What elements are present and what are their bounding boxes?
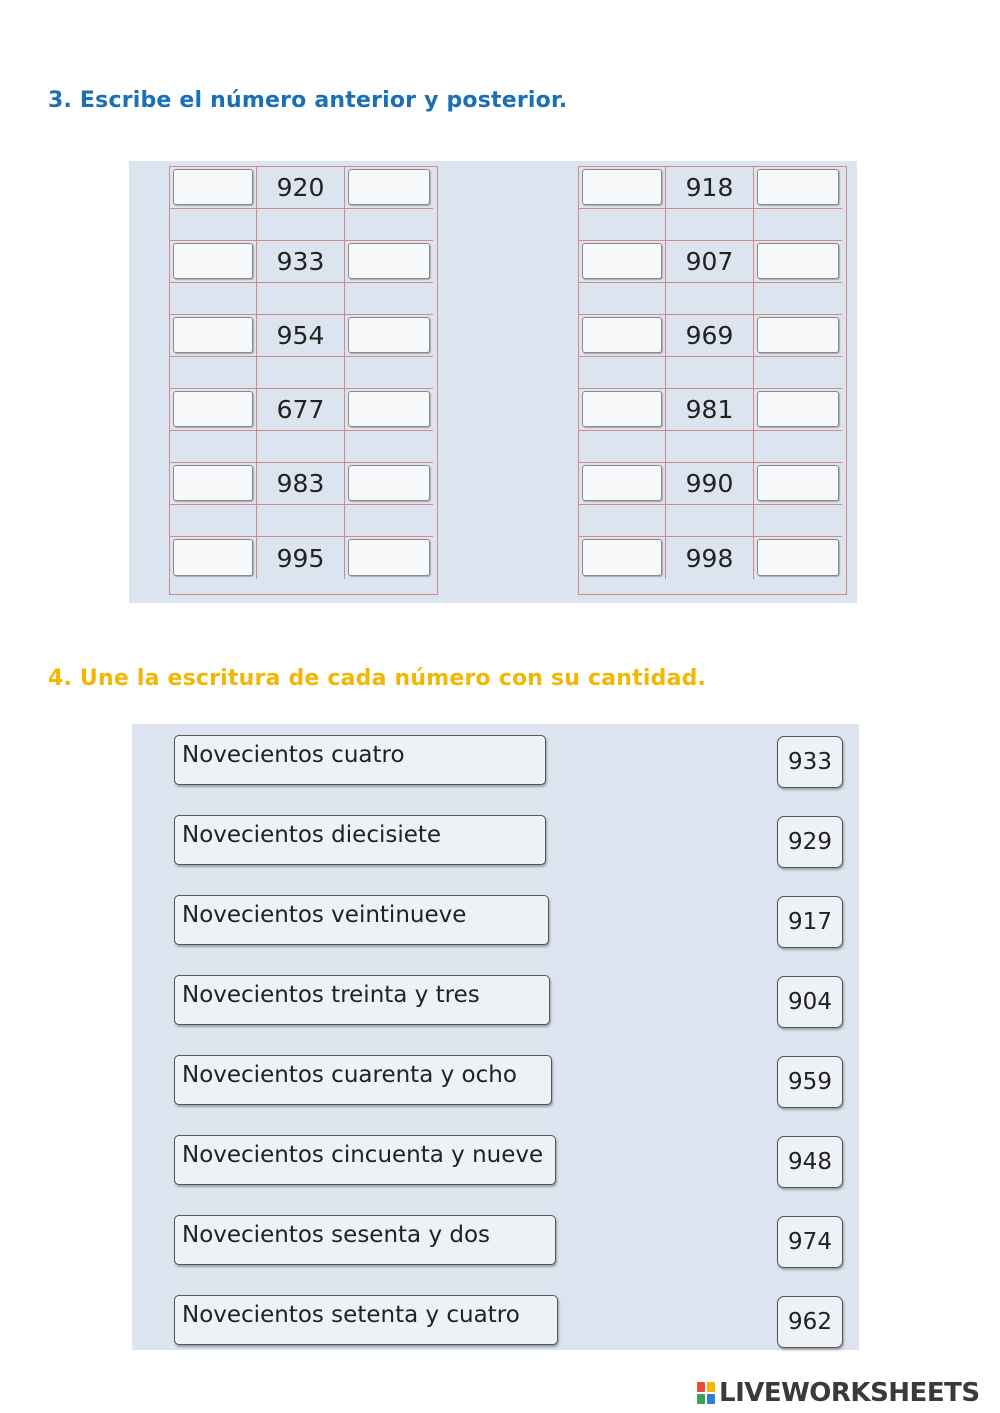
previous-number-input[interactable] — [582, 465, 662, 501]
next-number-input[interactable] — [757, 169, 839, 205]
word-box[interactable]: Novecientos veintinueve — [174, 895, 549, 945]
previous-number-input[interactable] — [173, 169, 253, 205]
previous-number-input[interactable] — [173, 391, 253, 427]
grid-spacer-cell — [754, 505, 842, 537]
grid-spacer-cell — [666, 357, 754, 389]
next-number-input[interactable] — [757, 317, 839, 353]
grid-spacer-cell — [170, 505, 257, 537]
word-box[interactable]: Novecientos diecisiete — [174, 815, 546, 865]
next-number-cell — [345, 463, 433, 505]
logo-text: LIVEWORKSHEETS — [719, 1378, 980, 1408]
previous-number-cell — [170, 537, 257, 579]
next-number-input[interactable] — [348, 317, 430, 353]
given-number: 981 — [666, 389, 754, 431]
grid-spacer-cell — [666, 209, 754, 241]
grid-spacer-cell — [666, 505, 754, 537]
grid-spacer-cell — [754, 283, 842, 315]
given-number: 918 — [666, 167, 754, 209]
previous-number-input[interactable] — [173, 243, 253, 279]
given-number: 969 — [666, 315, 754, 357]
word-box[interactable]: Novecientos cincuenta y nueve — [174, 1135, 556, 1185]
next-number-input[interactable] — [348, 539, 430, 576]
grid-spacer-cell — [754, 431, 842, 463]
grid-spacer-cell — [170, 357, 257, 389]
previous-number-cell — [579, 167, 666, 209]
next-number-cell — [754, 167, 842, 209]
grid-spacer-cell — [579, 357, 666, 389]
grid-spacer-cell — [170, 209, 257, 241]
next-number-input[interactable] — [348, 465, 430, 501]
previous-number-input[interactable] — [173, 539, 253, 576]
previous-number-cell — [170, 241, 257, 283]
given-number: 954 — [257, 315, 345, 357]
previous-number-input[interactable] — [173, 317, 253, 353]
word-box[interactable]: Novecientos cuatro — [174, 735, 546, 785]
next-number-input[interactable] — [757, 539, 839, 576]
grid-spacer-cell — [345, 505, 433, 537]
next-number-cell — [754, 537, 842, 579]
next-number-input[interactable] — [757, 465, 839, 501]
exercise-4-title: 4. Une la escritura de cada número con su cantidad. — [48, 666, 707, 691]
given-number: 983 — [257, 463, 345, 505]
grid-spacer-cell — [754, 209, 842, 241]
grid-spacer-cell — [257, 505, 345, 537]
next-number-cell — [754, 463, 842, 505]
grid-spacer-cell — [257, 209, 345, 241]
grid-spacer-cell — [579, 283, 666, 315]
number-grid-right — [578, 166, 847, 595]
next-number-cell — [345, 315, 433, 357]
grid-spacer-cell — [754, 357, 842, 389]
previous-number-cell — [579, 315, 666, 357]
grid-spacer-cell — [345, 357, 433, 389]
grid-spacer-cell — [170, 283, 257, 315]
previous-number-cell — [170, 167, 257, 209]
liveworksheets-logo — [697, 1378, 980, 1408]
next-number-input[interactable] — [757, 243, 839, 279]
grid-spacer-cell — [345, 431, 433, 463]
exercise-4-panel — [132, 724, 859, 1350]
given-number: 998 — [666, 537, 754, 579]
exercise-3-title: 3. Escribe el número anterior y posterior. — [48, 88, 568, 113]
previous-number-input[interactable] — [582, 391, 662, 427]
word-box[interactable]: Novecientos setenta y cuatro — [174, 1295, 558, 1345]
quantity-box[interactable]: 959 — [777, 1056, 843, 1108]
grid-spacer-cell — [579, 209, 666, 241]
next-number-cell — [754, 315, 842, 357]
liveworksheets-logo-icon — [697, 1382, 715, 1404]
quantity-box[interactable]: 933 — [777, 736, 843, 788]
given-number: 933 — [257, 241, 345, 283]
given-number: 907 — [666, 241, 754, 283]
previous-number-cell — [579, 241, 666, 283]
previous-number-input[interactable] — [582, 539, 662, 576]
grid-spacer-cell — [666, 283, 754, 315]
grid-spacer-cell — [579, 431, 666, 463]
given-number: 995 — [257, 537, 345, 579]
previous-number-input[interactable] — [582, 243, 662, 279]
previous-number-cell — [170, 315, 257, 357]
grid-spacer-cell — [170, 431, 257, 463]
previous-number-input[interactable] — [582, 169, 662, 205]
quantity-box[interactable]: 948 — [777, 1136, 843, 1188]
given-number: 920 — [257, 167, 345, 209]
grid-spacer-cell — [345, 209, 433, 241]
grid-spacer-cell — [666, 431, 754, 463]
grid-spacer-cell — [257, 283, 345, 315]
previous-number-cell — [579, 389, 666, 431]
previous-number-input[interactable] — [173, 465, 253, 501]
previous-number-cell — [579, 537, 666, 579]
next-number-cell — [754, 389, 842, 431]
quantity-box[interactable]: 904 — [777, 976, 843, 1028]
quantity-box[interactable]: 962 — [777, 1296, 843, 1348]
word-box[interactable]: Novecientos treinta y tres — [174, 975, 550, 1025]
word-box[interactable]: Novecientos sesenta y dos — [174, 1215, 556, 1265]
exercise-3-panel — [129, 161, 857, 603]
next-number-cell — [345, 167, 433, 209]
given-number: 990 — [666, 463, 754, 505]
next-number-input[interactable] — [348, 169, 430, 205]
next-number-cell — [345, 241, 433, 283]
next-number-cell — [345, 537, 433, 579]
previous-number-input[interactable] — [582, 317, 662, 353]
grid-spacer-cell — [257, 357, 345, 389]
next-number-input[interactable] — [348, 243, 430, 279]
next-number-cell — [754, 241, 842, 283]
previous-number-cell — [170, 463, 257, 505]
grid-spacer-cell — [579, 505, 666, 537]
previous-number-cell — [579, 463, 666, 505]
number-grid-left — [169, 166, 438, 595]
quantity-box[interactable]: 917 — [777, 896, 843, 948]
grid-spacer-cell — [345, 283, 433, 315]
word-box[interactable]: Novecientos cuarenta y ocho — [174, 1055, 552, 1105]
next-number-cell — [345, 389, 433, 431]
quantity-box[interactable]: 974 — [777, 1216, 843, 1268]
quantity-box[interactable]: 929 — [777, 816, 843, 868]
next-number-input[interactable] — [348, 391, 430, 427]
next-number-input[interactable] — [757, 391, 839, 427]
previous-number-cell — [170, 389, 257, 431]
grid-spacer-cell — [257, 431, 345, 463]
given-number: 677 — [257, 389, 345, 431]
